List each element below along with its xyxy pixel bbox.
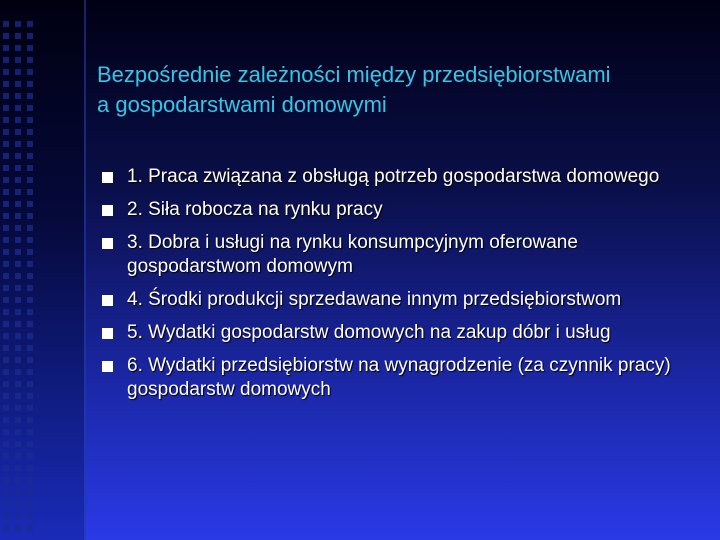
decorative-square [3,429,9,435]
decorative-square [27,165,33,171]
decorative-square [3,213,9,219]
bullet-text: 6. Wydatki przedsiębiorstw na wynagrodzenie (za czynnik pracy) gospodarstw domowych [127,355,671,400]
square-bullet-icon [102,295,113,306]
decorative-square [27,249,33,255]
decorative-square [3,369,9,375]
decorative-square [15,81,21,87]
decorative-square [27,489,33,495]
decorative-square [3,33,9,39]
decorative-square [27,177,33,183]
decorative-square [27,465,33,471]
decorative-square [3,93,9,99]
bullet-item-4 [100,288,710,312]
decorative-square [15,69,21,75]
bullet-list [100,165,710,411]
bullet-text: 4. Środki produkcji sprzedawane innym przedsiębiorstwom [127,289,622,310]
decorative-square [27,273,33,279]
decorative-square [27,45,33,51]
decorative-square [15,513,21,519]
decorative-square [15,297,21,303]
decorative-square [15,405,21,411]
bullet-item-6 [100,354,710,402]
decorative-square [27,261,33,267]
square-bullet-icon [102,328,113,339]
decorative-square [3,477,9,483]
decorative-square [27,57,33,63]
decorative-square [27,69,33,75]
decorative-square [15,417,21,423]
decorative-square [27,525,33,531]
decorative-square [15,45,21,51]
bullet-text: 2. Siła robocza na rynku pracy [127,199,383,220]
decorative-square [15,477,21,483]
bullet-item-5 [100,321,710,345]
bullet-text: 3. Dobra i usługi na rynku konsumpcyjnym oferowane gospodarstwom domowym [127,232,578,277]
decorative-square [3,273,9,279]
decorative-square [27,501,33,507]
slide-title-line-1: Bezpośrednie zależności między przedsiębiorstwami [97,62,611,87]
decorative-square [3,81,9,87]
decorative-square [3,513,9,519]
decorative-square [27,333,33,339]
decorative-square [27,297,33,303]
decorative-square [15,201,21,207]
decorative-square [3,525,9,531]
decorative-divider-line [84,0,86,540]
bullet-text: 5. Wydatki gospodarstw domowych na zakup dóbr i usług [127,322,611,343]
decorative-square [27,213,33,219]
decorative-square [15,309,21,315]
decorative-square [15,105,21,111]
decorative-side-strip [0,0,84,540]
decorative-square [27,321,33,327]
bullet-item-2 [100,198,710,222]
decorative-square [3,21,9,27]
decorative-square [3,285,9,291]
slide-title [97,60,707,120]
decorative-square [27,393,33,399]
decorative-square [15,429,21,435]
decorative-square [27,117,33,123]
decorative-square [3,201,9,207]
decorative-square [3,393,9,399]
decorative-square [3,321,9,327]
decorative-square [27,141,33,147]
square-bullet-icon [102,205,113,216]
decorative-square [3,453,9,459]
decorative-square [15,441,21,447]
decorative-square [27,429,33,435]
decorative-square [15,261,21,267]
decorative-square [27,417,33,423]
decorative-square [27,153,33,159]
decorative-square [27,513,33,519]
decorative-square [3,417,9,423]
decorative-square [27,33,33,39]
decorative-square [3,441,9,447]
decorative-square [3,141,9,147]
decorative-square [15,237,21,243]
decorative-square [15,285,21,291]
decorative-square [15,165,21,171]
decorative-square [15,381,21,387]
decorative-square [3,297,9,303]
decorative-square [27,477,33,483]
decorative-square [27,309,33,315]
decorative-square [27,405,33,411]
decorative-square [27,441,33,447]
decorative-square [27,105,33,111]
decorative-square [3,105,9,111]
decorative-square [3,405,9,411]
decorative-square [27,237,33,243]
decorative-square [15,357,21,363]
decorative-square [3,489,9,495]
decorative-square [15,213,21,219]
decorative-square [3,465,9,471]
decorative-square [3,249,9,255]
decorative-square [15,345,21,351]
decorative-square [15,369,21,375]
decorative-square [15,465,21,471]
decorative-square [27,189,33,195]
decorative-square [15,129,21,135]
decorative-square [27,357,33,363]
decorative-square [27,345,33,351]
decorative-square [3,333,9,339]
decorative-square [27,21,33,27]
decorative-square [27,129,33,135]
decorative-square [15,153,21,159]
decorative-square [15,489,21,495]
decorative-square [15,93,21,99]
square-bullet-icon [102,172,113,183]
decorative-square [15,453,21,459]
decorative-square [3,177,9,183]
decorative-square [27,369,33,375]
decorative-square [27,225,33,231]
decorative-square [27,285,33,291]
decorative-square-pattern [0,18,36,538]
decorative-square [3,225,9,231]
decorative-square [15,501,21,507]
square-bullet-icon [102,238,113,249]
decorative-square [3,501,9,507]
decorative-square [27,93,33,99]
decorative-square [3,165,9,171]
decorative-square [15,393,21,399]
decorative-square [27,81,33,87]
bullet-item-3 [100,231,710,279]
decorative-square [3,129,9,135]
decorative-square [3,237,9,243]
decorative-square [15,249,21,255]
decorative-square [3,57,9,63]
decorative-square [15,333,21,339]
decorative-square [15,33,21,39]
decorative-square [27,381,33,387]
decorative-square [15,225,21,231]
decorative-square [15,21,21,27]
decorative-square [3,189,9,195]
decorative-square [3,69,9,75]
decorative-square [3,381,9,387]
slide-title-line-2: a gospodarstwami domowymi [97,92,387,117]
decorative-square [3,357,9,363]
decorative-square [15,141,21,147]
decorative-square [15,57,21,63]
decorative-square [27,201,33,207]
decorative-square [15,189,21,195]
bullet-text: 1. Praca związana z obsługą potrzeb gospodarstwa domowego [127,166,660,187]
decorative-square [15,273,21,279]
decorative-square [15,525,21,531]
decorative-square [3,117,9,123]
decorative-square [15,177,21,183]
decorative-square [3,45,9,51]
decorative-square [15,117,21,123]
decorative-square [3,309,9,315]
decorative-square [3,261,9,267]
decorative-square [15,321,21,327]
decorative-square [27,453,33,459]
bullet-item-1 [100,165,710,189]
decorative-square [3,345,9,351]
square-bullet-icon [102,361,113,372]
decorative-square [3,153,9,159]
